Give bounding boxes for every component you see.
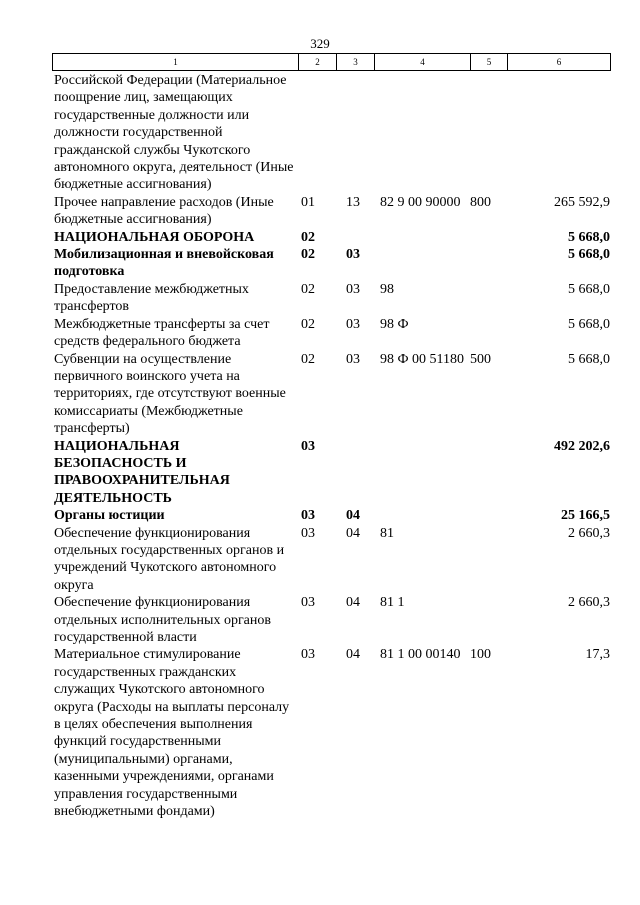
row-name: Субвенции на осуществление первичного воинского учета на территориях, где отсутствуют военные комиссариаты (Межбюджетные трансферты) <box>54 351 286 437</box>
row-target-article <box>374 229 470 246</box>
row-subsection-code <box>336 72 374 194</box>
row-section-code: 02 <box>301 316 315 332</box>
row-name: Мобилизационная и вневойсковая подготовка <box>54 247 274 280</box>
row-section-code: 02 <box>301 351 315 367</box>
row-name: Межбюджетные трансферты за счет средств федерального бюджета <box>54 316 270 350</box>
table-row <box>52 194 610 229</box>
row-section-code <box>298 72 336 194</box>
row-amount: 492 202,6 <box>554 438 610 454</box>
row-amount: 5 668,0 <box>568 316 610 332</box>
row-name: НАЦИОНАЛЬНАЯ БЕЗОПАСНОСТЬ И ПРАВООХРАНИТЕЛЬНАЯ ДЕЯТЕЛЬНОСТЬ <box>54 438 230 506</box>
row-amount: 2 660,3 <box>568 595 610 611</box>
row-expense-type: 100 <box>470 647 491 663</box>
table-row <box>52 525 610 595</box>
row-subsection-code: 13 <box>346 194 360 210</box>
row-target-article <box>374 246 470 281</box>
column-header-4: 4 <box>375 54 471 71</box>
row-expense-type <box>470 316 507 351</box>
row-name: Прочее направление расходов (Иные бюджетные ассигнования) <box>54 194 274 228</box>
row-name: Органы юстиции <box>54 508 165 524</box>
row-target-article: 98 Ф 00 51180 <box>380 351 465 367</box>
column-header-3: 3 <box>337 54 375 71</box>
page-number: 329 <box>310 36 330 51</box>
row-expense-type: 800 <box>470 194 491 210</box>
row-target-article <box>374 438 470 508</box>
row-expense-type <box>470 525 507 595</box>
row-name: Российской Федерации (Материальное поощрение лиц, замещающих государственные должности или должности государственной гражданской службы Чукотского автономного округа, деятельност (Иные бюджетные ассигнования) <box>54 73 294 193</box>
table-row <box>52 646 610 820</box>
row-target-article: 81 <box>380 525 394 541</box>
row-section-code: 01 <box>301 194 315 210</box>
row-subsection-code <box>336 438 374 508</box>
table-row <box>52 316 610 351</box>
row-section-code: 03 <box>301 647 315 663</box>
row-name: Материальное стимулирование государственных гражданских служащих Чукотского автономного округа (Расходы на выплаты персоналу в целях обеспечения выполнения функций государственными (муниципальными) органами, казенными учреждениями, органами управления государственными внебюджетными фондами) <box>54 647 290 820</box>
row-section-code: 02 <box>301 229 315 245</box>
row-target-article: 98 <box>380 281 394 297</box>
row-expense-type: 500 <box>470 351 491 367</box>
table-row <box>52 229 610 246</box>
row-expense-type <box>470 246 507 281</box>
row-target-article: 82 9 00 90000 <box>380 194 461 210</box>
table-row <box>52 507 610 524</box>
row-target-article <box>374 72 470 194</box>
row-subsection-code: 03 <box>346 316 360 332</box>
row-subsection-code: 04 <box>346 647 360 663</box>
row-subsection-code: 03 <box>346 351 360 367</box>
row-name: Предоставление межбюджетных трансфертов <box>54 281 249 315</box>
row-expense-type <box>470 438 507 508</box>
table-row <box>52 438 610 508</box>
row-expense-type <box>470 229 507 246</box>
row-section-code: 02 <box>301 281 315 297</box>
row-amount <box>507 72 610 194</box>
column-header-6: 6 <box>508 54 611 71</box>
row-amount: 5 668,0 <box>568 351 610 367</box>
row-section-code: 03 <box>301 438 315 454</box>
column-header-row <box>52 53 611 71</box>
row-subsection-code: 03 <box>346 247 360 263</box>
table-row <box>52 72 610 194</box>
row-subsection-code: 03 <box>346 281 360 297</box>
row-name: НАЦИОНАЛЬНАЯ ОБОРОНА <box>54 229 255 245</box>
row-target-article <box>374 507 470 524</box>
row-amount: 2 660,3 <box>568 525 610 541</box>
row-amount: 5 668,0 <box>568 229 610 245</box>
row-expense-type <box>470 281 507 316</box>
row-section-code: 02 <box>301 247 315 263</box>
budget-table <box>52 72 610 820</box>
row-expense-type <box>470 594 507 646</box>
row-name: Обеспечение функционирования отдельных государственных органов и учреждений Чукотского автономного округа <box>54 525 285 593</box>
row-section-code: 03 <box>301 525 315 541</box>
row-subsection-code <box>336 229 374 246</box>
row-expense-type <box>470 507 507 524</box>
row-expense-type <box>470 72 507 194</box>
row-section-code: 03 <box>301 508 315 524</box>
table-row <box>52 594 610 646</box>
row-target-article: 81 1 00 00140 <box>380 647 461 663</box>
row-subsection-code: 04 <box>346 595 360 611</box>
table-row <box>52 351 610 438</box>
row-subsection-code: 04 <box>346 508 360 524</box>
row-amount: 265 592,9 <box>554 194 610 210</box>
row-target-article: 81 1 <box>380 595 405 611</box>
column-header-2: 2 <box>299 54 337 71</box>
row-subsection-code: 04 <box>346 525 360 541</box>
row-amount: 5 668,0 <box>568 281 610 297</box>
column-header-5: 5 <box>471 54 508 71</box>
row-target-article: 98 Ф <box>380 316 409 332</box>
table-row <box>52 281 610 316</box>
row-name: Обеспечение функционирования отдельных исполнительных органов государственной власти <box>54 595 271 645</box>
row-amount: 25 166,5 <box>561 508 610 524</box>
table-row <box>52 246 610 281</box>
row-amount: 5 668,0 <box>568 247 610 263</box>
budget-table-body <box>52 72 610 820</box>
row-amount: 17,3 <box>585 647 610 663</box>
column-header-1: 1 <box>53 54 299 71</box>
row-section-code: 03 <box>301 595 315 611</box>
